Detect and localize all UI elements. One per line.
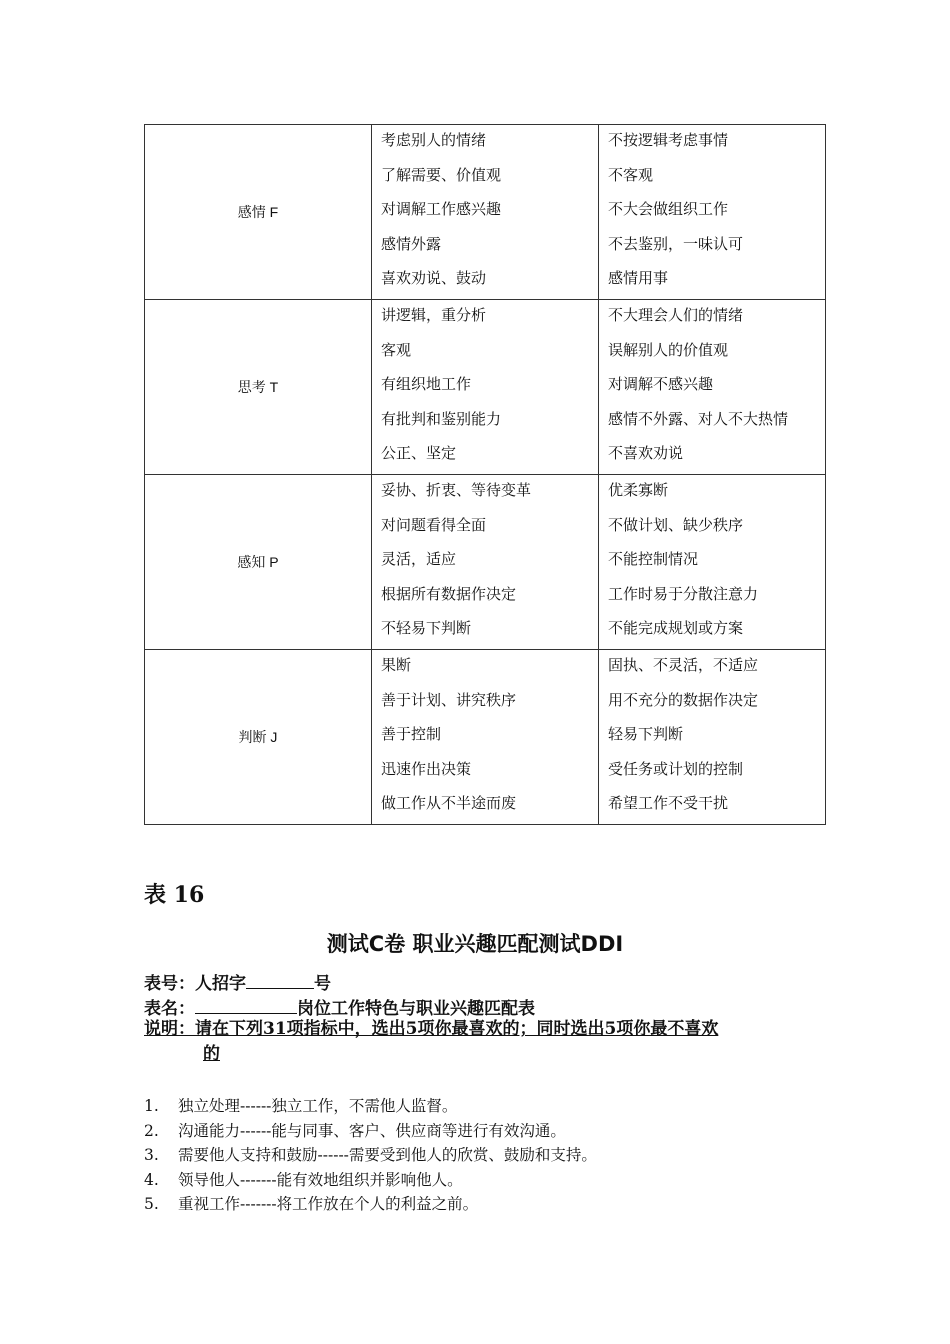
weakness-item: 不大会做组织工作 [608, 200, 729, 219]
list-item [144, 1119, 597, 1144]
weaknesses-cell [599, 299, 826, 474]
weakness-item: 对调解不感兴趣 [608, 375, 714, 394]
instructions-line-1: 说明：请在下列31项指标中，选出5项你最喜欢的；同时选出5项你最不喜欢 [144, 1019, 719, 1039]
trait-label: 感知 P [145, 474, 372, 649]
item-number: 2. [144, 1121, 159, 1140]
list-item [144, 1094, 597, 1119]
weakness-item: 不大理会人们的情绪 [608, 305, 744, 324]
weakness-item: 优柔寡断 [608, 480, 669, 499]
form-name-suffix: 岗位工作特色与职业兴趣匹配表 [297, 999, 535, 1019]
strengths-cell [372, 474, 599, 649]
form-number-suffix: 号 [314, 974, 331, 994]
item-text: 需要他人支持和鼓励------需要受到他人的欣赏、鼓励和支持。 [178, 1146, 597, 1164]
weaknesses-cell [599, 125, 826, 300]
strength-item: 有批判和鉴别能力 [381, 409, 502, 428]
strength-item: 善于计划、讲究秩序 [381, 690, 517, 709]
instructions-note [144, 1017, 824, 1067]
strength-item: 果断 [381, 655, 412, 674]
strengths-cell [372, 649, 599, 824]
strength-item: 迅速作出决策 [381, 759, 472, 778]
weakness-item: 固执、不灵活，不适应 [608, 655, 759, 674]
strength-item: 不轻易下判断 [381, 619, 472, 638]
criteria-list [144, 1094, 597, 1217]
item-number: 4. [144, 1170, 159, 1189]
strengths-cell [372, 125, 599, 300]
form-number-blank [246, 972, 314, 989]
item-text: 领导他人-------能有效地组织并影响他人。 [178, 1170, 463, 1189]
strength-item: 客观 [381, 340, 412, 359]
strength-item: 讲逻辑，重分析 [381, 305, 487, 324]
table-row [145, 649, 826, 824]
trait-label: 判断 J [145, 649, 372, 824]
personality-traits-table [144, 124, 826, 825]
weakness-item: 感情不外露、对人不大热情 [608, 409, 789, 428]
weakness-item: 受任务或计划的控制 [608, 759, 744, 778]
weakness-item: 工作时易于分散注意力 [608, 584, 759, 603]
list-item [144, 1192, 597, 1217]
trait-label: 感情 F [145, 125, 372, 300]
strength-item: 妥协、折衷、等待变革 [381, 480, 532, 499]
item-number: 1. [144, 1097, 159, 1115]
item-text: 重视工作-------将工作放在个人的利益之前。 [178, 1195, 479, 1213]
strength-item: 对调解工作感兴趣 [381, 200, 502, 219]
strength-item: 做工作从不半途而废 [381, 794, 517, 813]
strength-item: 公正、坚定 [381, 444, 457, 463]
weaknesses-cell [599, 649, 826, 824]
list-item [144, 1168, 597, 1193]
list-item [144, 1143, 597, 1168]
weakness-item: 误解别人的价值观 [608, 340, 729, 359]
weakness-item: 不能完成规划或方案 [608, 619, 744, 638]
weaknesses-cell [599, 474, 826, 649]
strength-item: 有组织地工作 [381, 375, 472, 394]
test-title: 测试C卷 职业兴趣匹配测试DDI [326, 932, 624, 956]
strength-item: 对问题看得全面 [381, 515, 487, 534]
table-row [145, 299, 826, 474]
weakness-item: 轻易下判断 [608, 725, 684, 744]
strength-item: 考虑别人的情绪 [381, 131, 487, 149]
weakness-item: 用不充分的数据作决定 [608, 690, 759, 709]
item-text: 沟通能力------能与同事、客户、供应商等进行有效沟通。 [178, 1121, 566, 1140]
weakness-item: 不客观 [608, 165, 654, 184]
form-number-prefix: 表号：人招字 [144, 974, 246, 994]
form-name-line [144, 994, 535, 1019]
strength-item: 喜欢劝说、鼓动 [381, 269, 487, 288]
strength-item: 了解需要、价值观 [381, 165, 502, 184]
strength-item: 善于控制 [381, 725, 442, 744]
trait-label: 思考 T [145, 299, 372, 474]
table-row [145, 474, 826, 649]
form-name-blank [195, 997, 297, 1014]
strength-item: 感情外露 [381, 234, 442, 253]
table-number-heading: 表 16 [144, 882, 205, 908]
instructions-line-2: 的 [203, 1044, 220, 1064]
weakness-item: 不做计划、缺少秩序 [608, 515, 744, 534]
weakness-item: 不喜欢劝说 [608, 444, 684, 463]
item-text: 独立处理------独立工作，不需他人监督。 [178, 1097, 458, 1115]
item-number: 3. [144, 1146, 159, 1164]
strength-item: 根据所有数据作决定 [381, 584, 517, 603]
item-number: 5. [144, 1195, 159, 1213]
weakness-item: 不去鉴别，一味认可 [608, 234, 744, 253]
form-name-prefix: 表名： [144, 999, 195, 1019]
form-number-line [144, 969, 331, 994]
strength-item: 灵活，适应 [381, 550, 457, 569]
strengths-cell [372, 299, 599, 474]
weakness-item: 不能控制情况 [608, 550, 699, 569]
weakness-item: 感情用事 [608, 269, 669, 288]
weakness-item: 不按逻辑考虑事情 [608, 131, 729, 149]
weakness-item: 希望工作不受干扰 [608, 794, 729, 813]
table-row [145, 125, 826, 300]
